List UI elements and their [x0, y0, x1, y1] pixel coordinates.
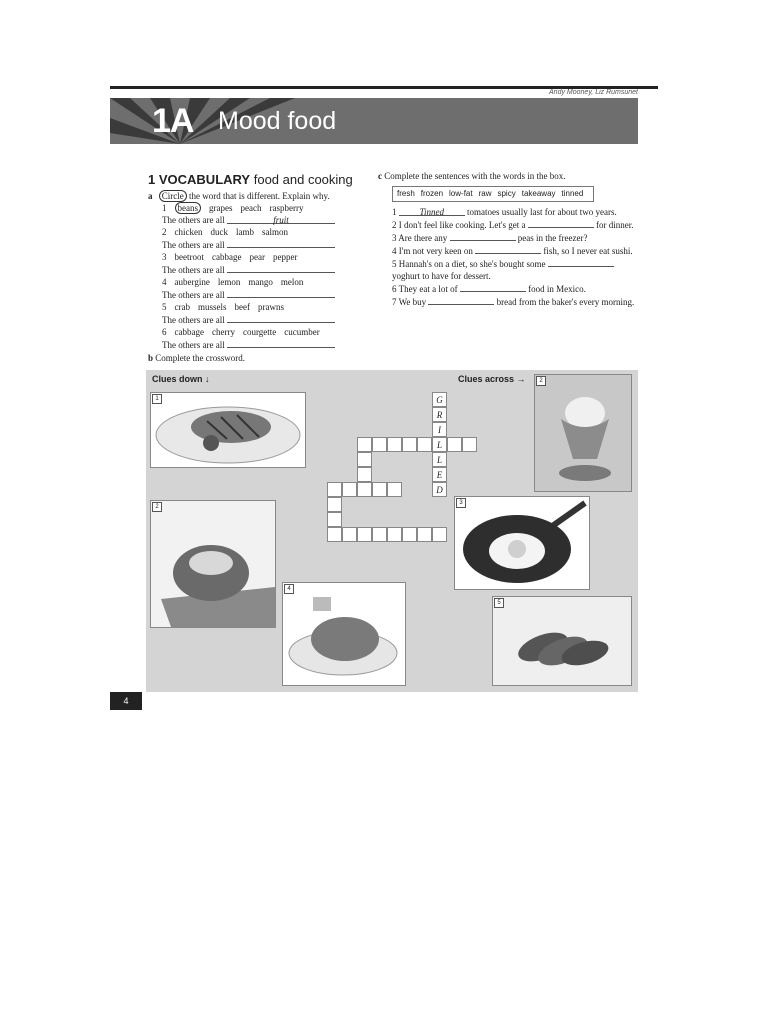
box-word: takeaway: [521, 189, 556, 198]
crossword-cell[interactable]: [372, 437, 387, 452]
clues-down-text: Clues down: [152, 374, 203, 384]
photo-fried-egg: [454, 496, 590, 590]
crossword-cell[interactable]: [357, 467, 372, 482]
baked-potato-image: [151, 501, 275, 627]
photo-grilled-fish: [150, 392, 306, 468]
vocab-item-words: [162, 276, 363, 288]
crossword-cell[interactable]: [342, 482, 357, 497]
box-word: raw: [478, 189, 492, 198]
circle-word: Circle: [159, 190, 187, 202]
answer-blank[interactable]: [227, 313, 335, 323]
part-b-instruction-text: Complete the crossword.: [155, 353, 245, 363]
sentence-item: [392, 282, 638, 295]
sentence-before: They eat a lot of: [398, 284, 458, 294]
answer-row: [162, 214, 363, 226]
answer-row: [162, 238, 363, 251]
vocab-word[interactable]: grapes: [209, 203, 233, 213]
unit-number: 1A: [152, 102, 194, 140]
vocab-word[interactable]: melon: [280, 277, 304, 287]
item-number: 1: [162, 203, 167, 213]
vocab-item-words: [162, 226, 363, 238]
vocab-word[interactable]: peach: [240, 203, 262, 213]
sentence-after: fish, so I never eat sushi.: [543, 246, 633, 256]
item-number: 3: [162, 252, 167, 262]
crossword-cell[interactable]: [327, 527, 342, 542]
crossword-cell[interactable]: [327, 482, 342, 497]
answer-blank[interactable]: fruit: [227, 214, 335, 224]
vocab-item: [162, 226, 363, 251]
vocab-word[interactable]: courgette: [242, 327, 277, 337]
part-c-instruction: [378, 170, 638, 182]
vocab-word[interactable]: lamb: [235, 227, 254, 237]
vocab-item-words: [162, 251, 363, 263]
box-word: low-fat: [449, 189, 473, 198]
part-a-instruction-text: the word that is different. Explain why.: [189, 191, 330, 201]
vocab-word[interactable]: salmon: [261, 227, 288, 237]
sentence-before: We buy: [398, 297, 427, 307]
vocab-word[interactable]: lemon: [217, 277, 241, 287]
vocab-item: [162, 301, 363, 326]
vocab-word[interactable]: cherry: [211, 327, 235, 337]
sentence-before: I'm not very keen on: [398, 246, 473, 256]
section-heading: [148, 172, 353, 187]
sentence-before: Are there any: [398, 233, 448, 243]
item-number: 5: [162, 302, 167, 312]
part-c-instruction-text: Complete the sentences with the words in the box.: [384, 171, 566, 181]
sentence-blank[interactable]: [548, 257, 614, 267]
crossword-cell[interactable]: [402, 437, 417, 452]
item-number: 2: [162, 227, 167, 237]
sentence-item: [392, 231, 638, 244]
crossword-cell[interactable]: [327, 497, 342, 512]
crossword-cell[interactable]: [387, 437, 402, 452]
answer-row: [162, 338, 363, 351]
arrow-right-icon: →: [516, 374, 526, 384]
part-a-items: [148, 202, 363, 351]
word-box: [392, 186, 594, 202]
authors: Andy Mooney, Liz Rumsunet: [549, 89, 638, 96]
box-word: tinned: [561, 189, 584, 198]
crossword-cell[interactable]: [357, 437, 372, 452]
item-number: 6: [162, 327, 167, 337]
sentence-number: 6: [392, 284, 397, 294]
vocab-word[interactable]: mussels: [198, 302, 227, 312]
vocab-word[interactable]: duck: [210, 227, 228, 237]
sentence-after: for dinner.: [595, 220, 634, 230]
answer-blank[interactable]: [227, 288, 335, 298]
part-b-instruction: [148, 352, 245, 364]
vocab-word[interactable]: cabbage: [174, 327, 204, 337]
vocab-word[interactable]: crab: [174, 302, 190, 312]
part-c: [378, 170, 638, 308]
vocab-item: [162, 251, 363, 276]
sentence-after: tomatoes usually last for about two years.: [467, 207, 617, 217]
crossword-cell[interactable]: [357, 527, 372, 542]
sentence-blank[interactable]: [428, 295, 494, 305]
sentence-item: [392, 257, 638, 282]
sentence-number: 2: [392, 220, 397, 230]
answer-blank[interactable]: [227, 263, 335, 273]
vocab-word[interactable]: aubergine: [174, 277, 210, 287]
answer-prefix: The others are all: [162, 290, 225, 300]
sentence-item: [392, 218, 638, 231]
crossword-cell[interactable]: I: [432, 422, 447, 437]
sentence-number: 7: [392, 297, 397, 307]
fried-egg-image: [455, 497, 589, 589]
crossword-cell[interactable]: D: [432, 482, 447, 497]
crossword-cell[interactable]: [387, 527, 402, 542]
sentence-before: Hannah's on a diet, so she's bought some: [398, 259, 546, 269]
vocab-word[interactable]: pepper: [272, 252, 298, 262]
roast-chicken-image: [283, 583, 405, 685]
vocab-word[interactable]: beef: [234, 302, 251, 312]
crossword-cell[interactable]: [402, 527, 417, 542]
part-c-label: c: [378, 171, 382, 181]
crossword-cell[interactable]: L: [432, 452, 447, 467]
section-topic: food and cooking: [253, 172, 353, 187]
unit-banner: [110, 98, 638, 144]
answer-blank[interactable]: [227, 238, 335, 248]
sentence-blank[interactable]: [450, 231, 516, 241]
photo-number: 3: [456, 498, 466, 508]
photo-number: 2: [152, 502, 162, 512]
crossword-cell[interactable]: [447, 437, 462, 452]
crossword-panel: [146, 370, 638, 692]
vocab-item-words: [162, 301, 363, 313]
vocab-item-words: [162, 202, 363, 214]
crossword-cell[interactable]: [372, 482, 387, 497]
vocab-word[interactable]: beetroot: [174, 252, 204, 262]
crossword-cell[interactable]: E: [432, 467, 447, 482]
boiled-egg-image: [535, 375, 631, 491]
clues-across-text: Clues across: [458, 374, 515, 384]
sentence-item: [392, 244, 638, 257]
answer-prefix: The others are all: [162, 240, 225, 250]
crossword-cell[interactable]: [342, 527, 357, 542]
answer-blank[interactable]: [227, 338, 335, 348]
vocab-item-words: [162, 326, 363, 338]
crossword-cell[interactable]: [357, 452, 372, 467]
sentence-number: 3: [392, 233, 397, 243]
photo-peppers: [492, 596, 632, 686]
crossword-cell[interactable]: [432, 527, 447, 542]
vocab-word[interactable]: pear: [249, 252, 265, 262]
part-c-sentences: [378, 206, 638, 308]
sentence-after: food in Mexico.: [528, 284, 586, 294]
box-word: fresh: [397, 189, 415, 198]
vocab-word[interactable]: chicken: [174, 227, 203, 237]
photo-number: 4: [284, 584, 294, 594]
item-number: 4: [162, 277, 167, 287]
section-name: VOCABULARY: [158, 172, 251, 187]
sentence-number: 4: [392, 246, 397, 256]
vocab-word[interactable]: prawns: [258, 302, 285, 312]
crossword-cell[interactable]: [357, 482, 372, 497]
unit-title: Mood food: [218, 107, 337, 135]
sentence-blank[interactable]: [475, 244, 541, 254]
peppers-image: [493, 597, 631, 685]
sentence-item: [392, 206, 638, 218]
photo-roast-chicken: [282, 582, 406, 686]
vocab-word[interactable]: mango: [248, 277, 273, 287]
crossword-cell[interactable]: [372, 527, 387, 542]
answer-prefix: The others are all: [162, 265, 225, 275]
crossword-cell[interactable]: [387, 482, 402, 497]
part-b-label: b: [148, 353, 154, 363]
sentence-number: 5: [392, 259, 397, 269]
vocab-item: [162, 326, 363, 351]
sentence-blank[interactable]: [528, 218, 594, 228]
part-a-label: a: [148, 191, 153, 201]
clues-across-label: [458, 374, 526, 384]
part-a: [148, 190, 363, 351]
photo-number: 5: [494, 598, 504, 608]
sentence-after: bread from the baker's every morning.: [496, 297, 635, 307]
crossword-cell[interactable]: L: [432, 437, 447, 452]
answer-prefix: The others are all: [162, 340, 225, 350]
answer-row: [162, 263, 363, 276]
sentence-after: yoghurt to have for dessert.: [392, 271, 491, 281]
answer-row: [162, 288, 363, 301]
photo-number: 1: [152, 394, 162, 404]
sentence-after: peas in the freezer?: [517, 233, 588, 243]
vocab-word[interactable]: cucumber: [284, 327, 320, 337]
part-a-instruction: [148, 190, 363, 202]
crossword-cell[interactable]: [417, 527, 432, 542]
crossword-cell[interactable]: [417, 437, 432, 452]
vocab-item: [162, 202, 363, 226]
clues-down-label: [152, 374, 210, 384]
page-number: 4: [110, 692, 142, 710]
box-word: spicy: [497, 189, 516, 198]
vocab-word[interactable]: raspberry: [269, 203, 304, 213]
grilled-fish-image: [151, 393, 305, 467]
vocab-word[interactable]: cabbage: [212, 252, 242, 262]
sentence-item: [392, 295, 638, 308]
sentence-blank[interactable]: Tinned: [399, 206, 465, 216]
answer-prefix: The others are all: [162, 315, 225, 325]
vocab-item: [162, 276, 363, 301]
crossword-cell[interactable]: G: [432, 392, 447, 407]
photo-boiled-egg: [534, 374, 632, 492]
section-number: 1: [148, 172, 156, 187]
photo-number: 2: [536, 376, 546, 386]
box-word: frozen: [420, 189, 444, 198]
crossword-cell[interactable]: R: [432, 407, 447, 422]
photo-baked-potato: [150, 500, 276, 628]
crossword-cell[interactable]: [327, 512, 342, 527]
vocab-word[interactable]: beans: [175, 202, 202, 214]
workbook-page: [110, 86, 658, 712]
sentence-before: I don't feel like cooking. Let's get a: [398, 220, 526, 230]
sentence-blank[interactable]: [460, 282, 526, 292]
answer-row: [162, 313, 363, 326]
answer-prefix: The others are all: [162, 215, 225, 225]
sentence-number: 1: [392, 207, 397, 217]
crossword-cell[interactable]: [462, 437, 477, 452]
arrow-down-icon: ↓: [205, 374, 210, 384]
